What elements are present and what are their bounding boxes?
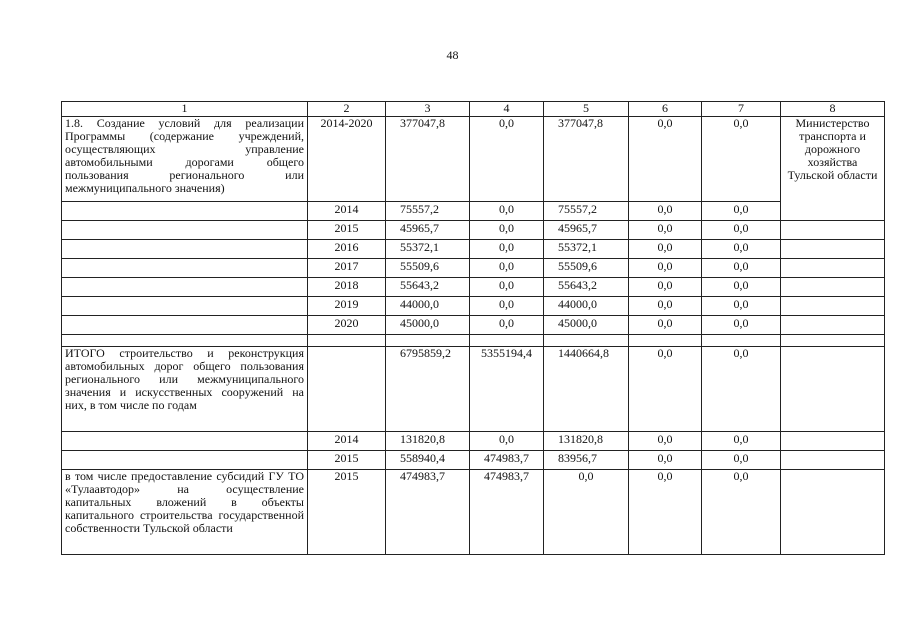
extra-cell: 0,0 [702, 202, 781, 221]
extra-cell: 0,0 [702, 470, 781, 555]
regional-cell: 45965,7 [544, 221, 629, 240]
header-cell: 8 [781, 102, 885, 117]
municipal-cell: 0,0 [629, 432, 702, 451]
table-row [62, 451, 885, 470]
regional-cell: 0,0 [544, 470, 629, 555]
regional-cell: 1440664,8 [544, 347, 629, 432]
table-row [62, 432, 885, 451]
extra-cell: 0,0 [702, 451, 781, 470]
extra-cell: 0,0 [702, 297, 781, 316]
federal-cell: 474983,7 [470, 451, 544, 470]
extra-cell: 0,0 [702, 432, 781, 451]
itogo-description: ИТОГО строительство и реконструкция автомобильных дорог общего пользования регионального или межмуниципального значения и искусственных сооружений на них, в том числе по годам [62, 347, 308, 432]
municipal-cell: 0,0 [629, 316, 702, 335]
year-cell: 2015 [308, 221, 386, 240]
year-cell: 2014 [308, 432, 386, 451]
total-cell: 131820,8 [386, 432, 470, 451]
extra-cell: 0,0 [702, 278, 781, 297]
header-cell: 5 [544, 102, 629, 117]
extra-cell: 0,0 [702, 240, 781, 259]
total-cell: 45965,7 [386, 221, 470, 240]
executor-cell: Министерство транспорта и дорожного хозяйства Тульской области [781, 117, 885, 221]
table-row [62, 347, 885, 432]
total-cell: 75557,2 [386, 202, 470, 221]
period-cell [308, 347, 386, 432]
municipal-cell: 0,0 [629, 221, 702, 240]
federal-cell: 474983,7 [470, 470, 544, 555]
year-cell: 2017 [308, 259, 386, 278]
regional-cell: 55509,6 [544, 259, 629, 278]
spacer-row [62, 335, 885, 347]
year-cell: 2016 [308, 240, 386, 259]
header-row [62, 102, 885, 117]
total-cell: 55643,2 [386, 278, 470, 297]
header-cell: 2 [308, 102, 386, 117]
total-cell: 45000,0 [386, 316, 470, 335]
regional-cell: 131820,8 [544, 432, 629, 451]
table-row [62, 259, 885, 278]
municipal-cell: 0,0 [629, 470, 702, 555]
regional-cell: 83956,7 [544, 451, 629, 470]
budget-table [61, 101, 885, 555]
federal-cell: 0,0 [470, 117, 544, 202]
municipal-cell: 0,0 [629, 259, 702, 278]
federal-cell: 0,0 [470, 432, 544, 451]
table-row [62, 117, 885, 202]
year-cell: 2020 [308, 316, 386, 335]
total-cell: 55509,6 [386, 259, 470, 278]
table-row [62, 297, 885, 316]
header-cell: 4 [470, 102, 544, 117]
municipal-cell: 0,0 [629, 297, 702, 316]
measure-description: 1.8. Создание условий для реализации Программы (содержание учреждений, осуществляющих управление автомобильными дорогами общего пользования регионального или межмуниципального значения) [62, 117, 308, 202]
federal-cell: 0,0 [470, 316, 544, 335]
municipal-cell: 0,0 [629, 117, 702, 202]
extra-cell: 0,0 [702, 259, 781, 278]
regional-cell: 45000,0 [544, 316, 629, 335]
federal-cell: 0,0 [470, 259, 544, 278]
regional-cell: 75557,2 [544, 202, 629, 221]
table-row [62, 240, 885, 259]
total-cell: 558940,4 [386, 451, 470, 470]
total-cell: 474983,7 [386, 470, 470, 555]
regional-cell: 55643,2 [544, 278, 629, 297]
federal-cell: 0,0 [470, 278, 544, 297]
header-cell: 3 [386, 102, 470, 117]
table-row [62, 202, 885, 221]
table-row [62, 278, 885, 297]
header-cell: 7 [702, 102, 781, 117]
municipal-cell: 0,0 [629, 451, 702, 470]
year-cell: 2019 [308, 297, 386, 316]
municipal-cell: 0,0 [629, 240, 702, 259]
extra-cell: 0,0 [702, 221, 781, 240]
subsidy-description: в том числе предоставление субсидий ГУ ТО «Тулаавтодор» на осуществление капитальных вложений в объекты капитального строительства государственной собственности Тульской области [62, 470, 308, 555]
municipal-cell: 0,0 [629, 202, 702, 221]
regional-cell: 377047,8 [544, 117, 629, 202]
total-cell: 55372,1 [386, 240, 470, 259]
extra-cell: 0,0 [702, 316, 781, 335]
regional-cell: 44000,0 [544, 297, 629, 316]
federal-cell: 5355194,4 [470, 347, 544, 432]
year-cell: 2018 [308, 278, 386, 297]
federal-cell: 0,0 [470, 221, 544, 240]
year-cell: 2014 [308, 202, 386, 221]
total-cell: 377047,8 [386, 117, 470, 202]
federal-cell: 0,0 [470, 240, 544, 259]
table-row [62, 221, 885, 240]
header-cell: 1 [62, 102, 308, 117]
year-cell: 2015 [308, 470, 386, 555]
extra-cell: 0,0 [702, 347, 781, 432]
federal-cell: 0,0 [470, 297, 544, 316]
header-cell: 6 [629, 102, 702, 117]
regional-cell: 55372,1 [544, 240, 629, 259]
municipal-cell: 0,0 [629, 278, 702, 297]
table-row [62, 316, 885, 335]
municipal-cell: 0,0 [629, 347, 702, 432]
year-cell: 2015 [308, 451, 386, 470]
page-number: 48 [446, 48, 459, 62]
extra-cell: 0,0 [702, 117, 781, 202]
total-cell: 6795859,2 [386, 347, 470, 432]
table-row [62, 470, 885, 555]
federal-cell: 0,0 [470, 202, 544, 221]
period-cell: 2014-2020 [308, 117, 386, 202]
total-cell: 44000,0 [386, 297, 470, 316]
